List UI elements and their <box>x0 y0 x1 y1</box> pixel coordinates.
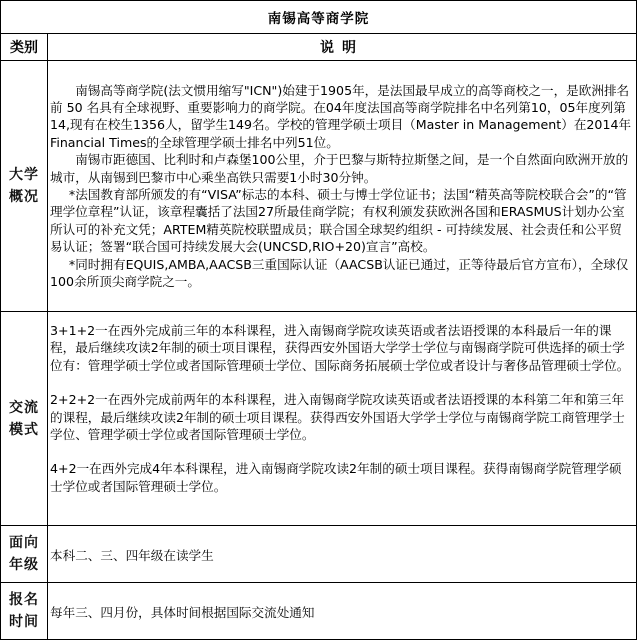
exchange-paragraph: 3+1+2一在西外完成前三年的本科课程，进入南锡商学院攻读英语或者法语授课的本科最后一年的课程，最后继续攻读2年制的硕士项目课程，获得西安外国语大学学士学位与南锡商学院可供选择的硕士学位有：管理学硕士学位或者国际管理硕士学位、国际商务拓展硕士学位或者设计与奢侈品管理硕士学位。 <box>50 323 630 373</box>
label-line: 时间 <box>9 614 39 630</box>
exchange-paragraph: 4+2一在西外完成4年本科课程，进入南锡商学院攻读2年制的硕士项目课程。获得南锡商学院管理学硕士学位或者国际管理硕士学位。 <box>50 461 622 494</box>
row-exchange-mode <box>1 312 637 526</box>
label-university-overview <box>1 61 48 312</box>
target-grade-value: 本科二、三、四年级在读学生 <box>48 526 637 583</box>
exchange-paragraph: 2+2+2一在西外完成前两年的本科课程，进入南锡商学院攻读英语或者法语授课的本科第二年和第三年的课程，最后继续攻读2年制的硕士项目课程。获得西安外国语大学学士学位与南锡商学院工商管理学士学位、管理学硕士学位或者国际管理硕士学位。 <box>50 392 625 443</box>
label-application-time <box>1 583 48 640</box>
overview-content <box>48 61 637 312</box>
label-line: 交流 <box>9 399 39 416</box>
row-target-grade <box>1 526 637 583</box>
overview-paragraph: 南锡高等商学院(法文惯用缩写"ICN")始建于1905年，是法国最早成立的高等商校之一，是欧洲排名前 50 名具有全球视野、重要影响力的商学院。在04年度法国高等商学院排名中名列第10，05年度列第14,现有在校生1356人，留学生149名。学校的管理学硕士项目（Master in Management）在2014年Financial Times的全球管理学硕士排名中列51位。 <box>50 82 632 150</box>
document-title: 南锡高等商学院 <box>1 1 637 34</box>
overview-paragraph: *法国教育部所颁发的有“VISA”标志的本科、硕士与博士学位证书；法国“精英高等院校联合会”的“管理学位章程”认证，该章程囊括了法国27所最佳商学院；有权利颁发获欧洲各国和ERASMUS计划办公室所认可的补充文凭；ARTEM精英院校联盟成员；联合国全球契约组织 - 可持续发展、社会责任和公平贸易认证；签署“联合国可持续发展大会(UNCSD,RIO+20)宣言”高校。 <box>50 187 627 255</box>
header-category: 类别 <box>1 34 48 61</box>
row-application-time <box>1 583 637 640</box>
label-line: 报名 <box>9 592 39 608</box>
label-exchange-mode <box>1 312 48 526</box>
row-university-overview <box>1 61 637 312</box>
overview-paragraph: *同时拥有EQUIS,AMBA,AACSB三重国际认证（AACSB认证已通过，正等待最后官方宣布），全球仅100余所顶尖商学院之一。 <box>50 256 629 290</box>
label-line: 概况 <box>9 189 39 205</box>
label-target-grade <box>1 526 48 583</box>
label-line: 大学 <box>9 167 39 183</box>
overview-paragraph: 南锡市距德国、比利时和卢森堡100公里，介于巴黎与斯特拉斯堡之间，是一个自然面向欧洲开放的城市，从南锡到巴黎市中心乘坐高铁只需要1小时30分钟。 <box>50 152 629 185</box>
application-time-value: 每年三、四月份，具体时间根据国际交流处通知 <box>48 583 637 640</box>
label-line: 模式 <box>9 421 39 438</box>
header-row <box>1 34 637 61</box>
header-description: 说明 <box>48 34 637 61</box>
label-line: 年级 <box>9 557 39 573</box>
label-line: 面向 <box>9 535 39 551</box>
exchange-content <box>48 312 637 526</box>
